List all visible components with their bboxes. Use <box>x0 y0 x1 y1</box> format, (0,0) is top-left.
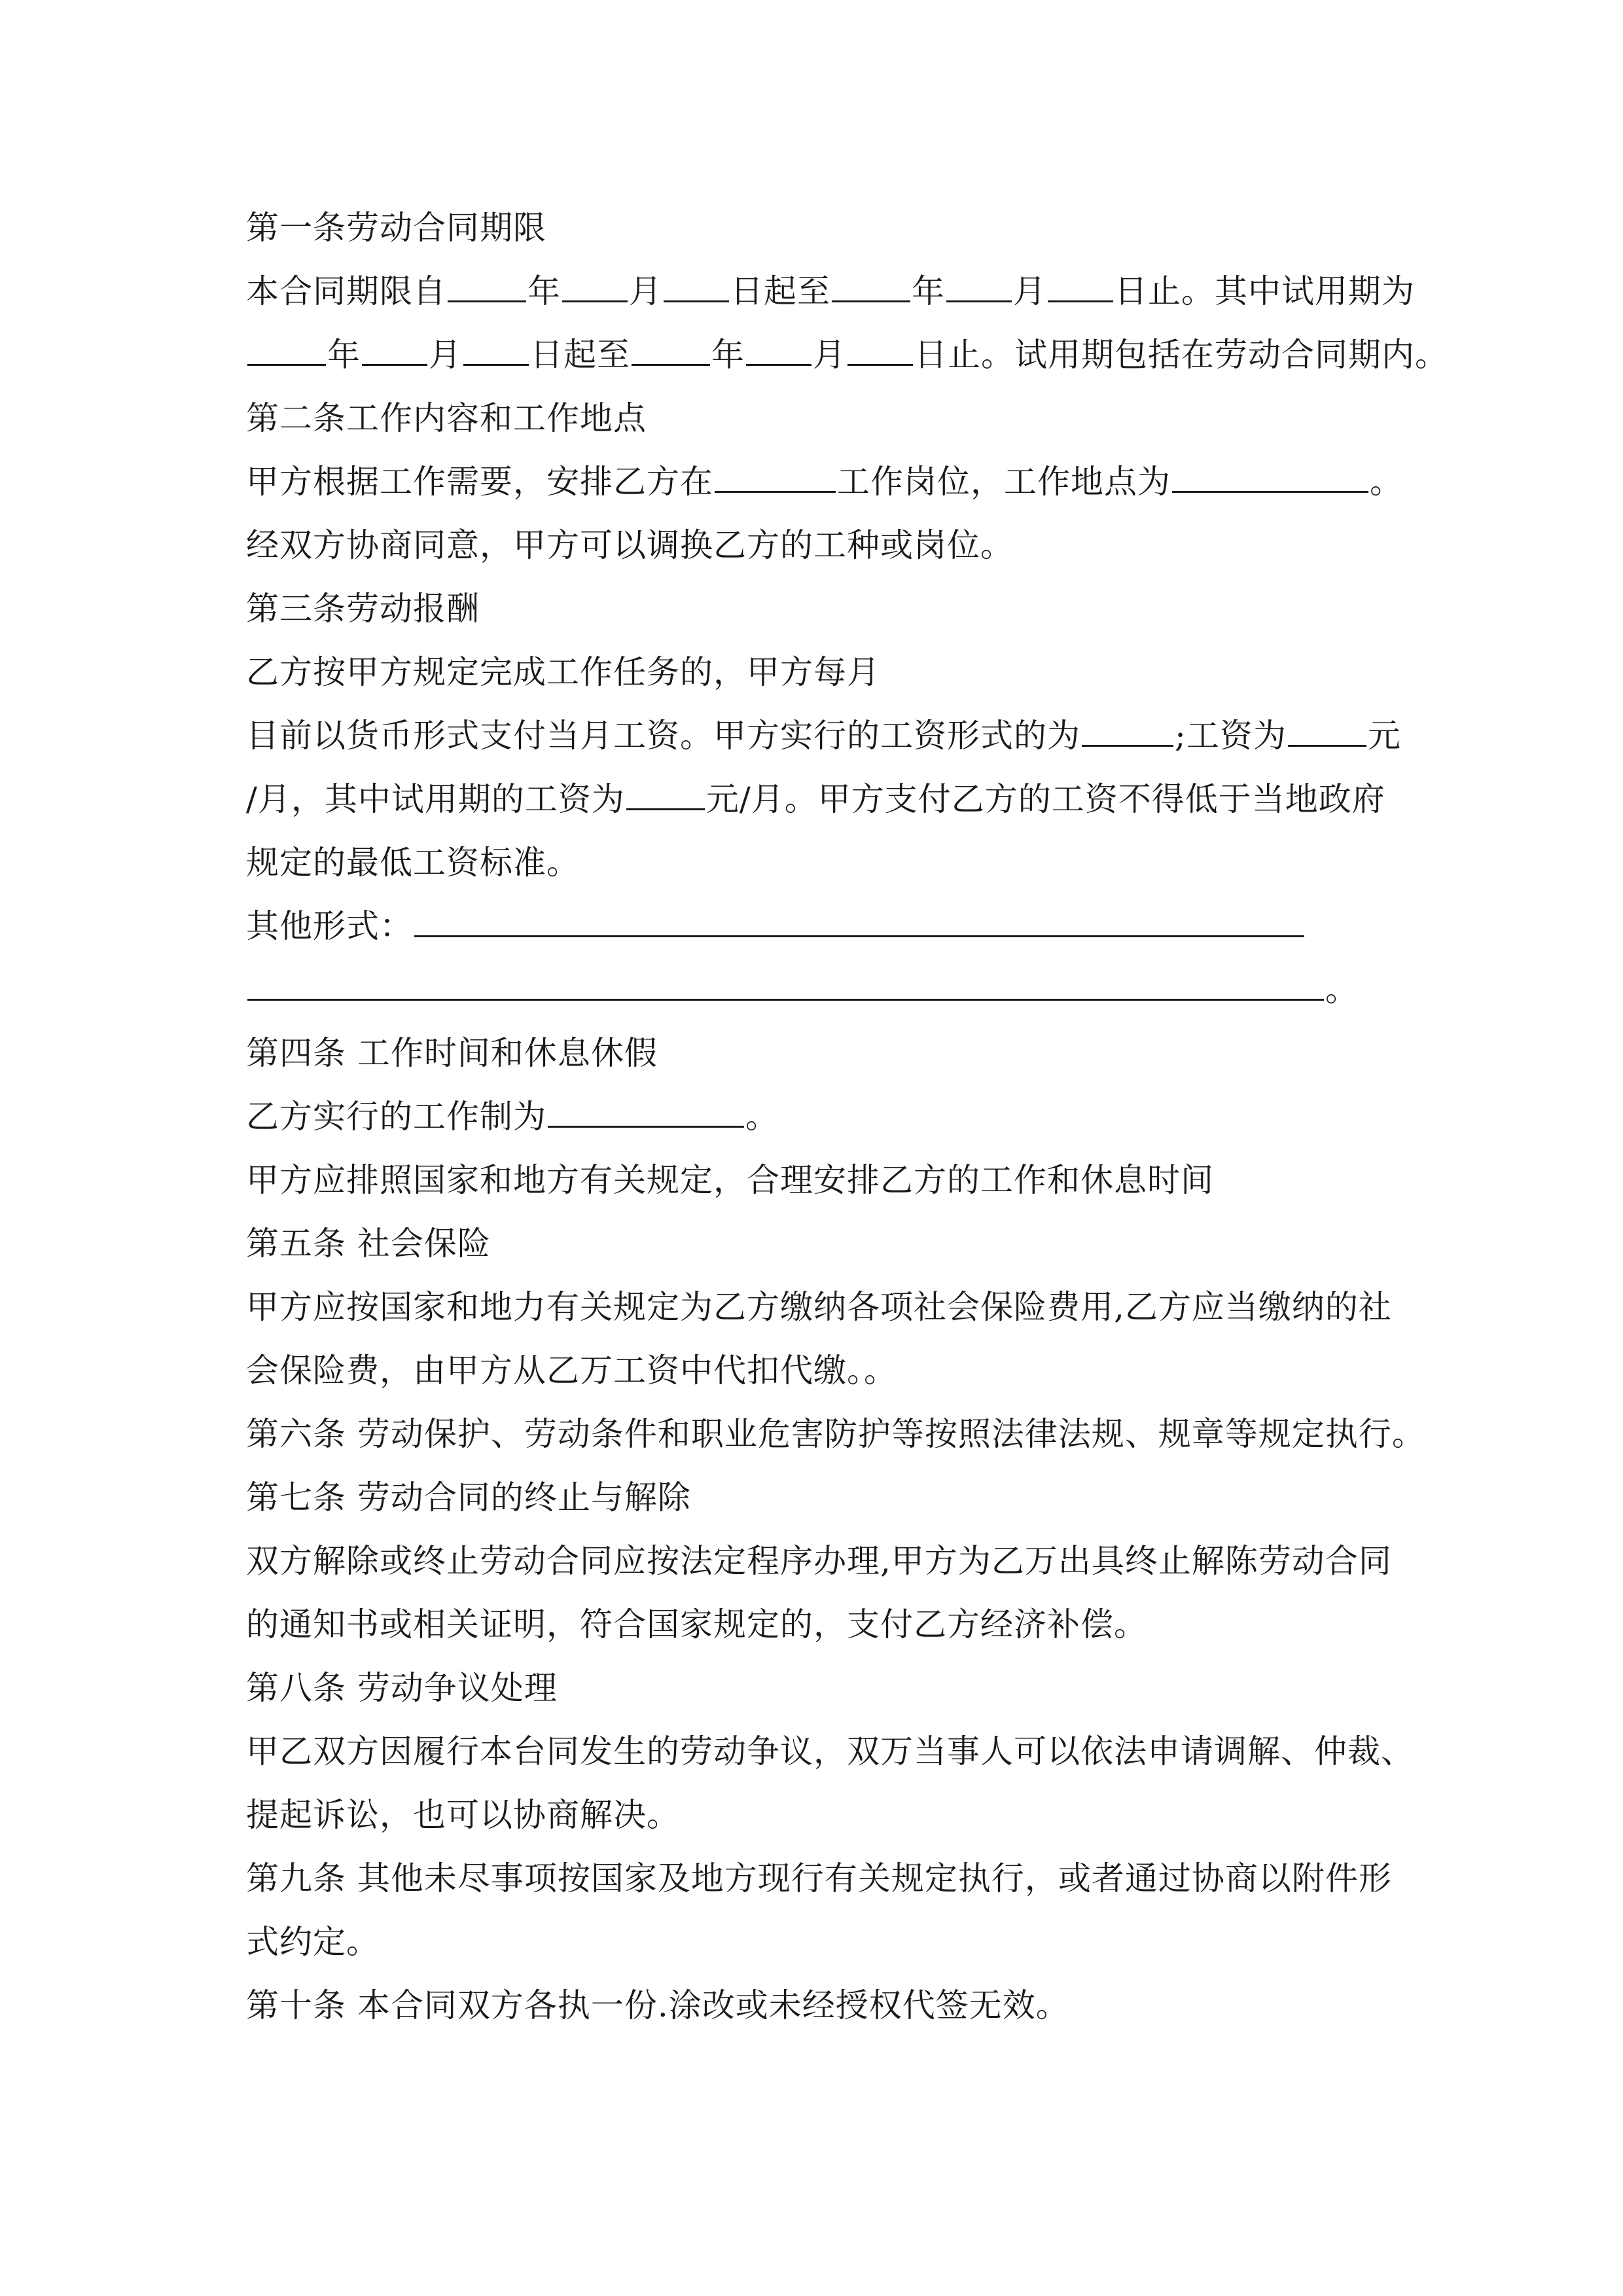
term-text: 日止。其中试用期为 <box>1115 272 1415 310</box>
article-8-line-1: 甲乙双方因履行本台同发生的劳动争议，双万当事人可以依法申请调解、仲裁、 <box>246 1732 1414 1770</box>
end-day-blank[interactable] <box>1048 274 1113 302</box>
article-1-term-line <box>246 260 1415 323</box>
article-6: 第六条 劳动保护、劳动条件和职业危害防护等按照法律法规、规章等规定执行。 <box>246 1415 1425 1453</box>
probation-end-day-blank[interactable] <box>847 338 913 366</box>
article-2-adjust-line: 经双方协商同意，甲方可以调换乙方的工种或岗位。 <box>246 526 1014 564</box>
article-3-line-1: 乙方按甲方规定完成工作任务的，甲方每月 <box>246 653 880 691</box>
other-form-blank-2[interactable] <box>247 973 1324 1001</box>
wage-text: 元 <box>1367 717 1401 755</box>
article-3-other-form-continued <box>246 958 1411 1022</box>
wage-amount-blank[interactable] <box>1288 719 1366 747</box>
article-1-title: 第一条劳动合同期限 <box>246 209 546 247</box>
start-day-blank[interactable] <box>664 274 729 302</box>
probation-text: 月 <box>429 336 462 374</box>
probation-wage-blank[interactable] <box>626 782 705 810</box>
probation-end-month-blank[interactable] <box>746 338 812 366</box>
article-3-probation-wage-line <box>246 768 1411 831</box>
position-blank[interactable] <box>715 465 836 493</box>
article-1-probation-line <box>246 323 1448 387</box>
start-month-blank[interactable] <box>562 274 628 302</box>
article-3-title: 第三条劳动报酬 <box>246 590 480 628</box>
work-system-blank[interactable] <box>548 1100 744 1128</box>
article-5-line-1: 甲方应按国家和地力有关规定为乙方缴纳各项社会保险费用,乙方应当缴纳的社 <box>246 1288 1392 1326</box>
term-text: 日起至 <box>730 272 830 310</box>
workhours-text: 乙方实行的工作制为 <box>246 1098 546 1136</box>
article-10: 第十条 本合同双方各执一份.涂改或未经授权代签无效。 <box>246 1986 1069 2024</box>
probation-start-year-blank[interactable] <box>247 338 326 366</box>
probation-text: 月 <box>813 336 846 374</box>
other-form-end: 。 <box>1325 971 1359 1009</box>
article-2-position-line <box>246 450 1411 514</box>
wage-form-blank[interactable] <box>1082 719 1173 747</box>
article-2-title: 第二条工作内容和工作地点 <box>246 399 647 437</box>
wage-text: 目前以货币形式支付当月工资。甲方实行的工资形式的为 <box>246 717 1080 755</box>
probation-start-day-blank[interactable] <box>463 338 529 366</box>
term-text: 年 <box>912 272 945 310</box>
article-3-other-form-line <box>246 895 1411 958</box>
article-9-line-1: 第九条 其他未尽事项按国家及地方现行有关规定执行，或者通过协商以附件形 <box>246 1859 1392 1897</box>
term-text: 月 <box>1013 272 1046 310</box>
article-7-line-1: 双方解除或终止劳动合同应按法定程序办理,甲方为乙万出具终止解陈劳动合同 <box>246 1542 1392 1580</box>
wage-text: ;工资为 <box>1175 717 1287 755</box>
position-text: 甲方根据工作需要，安排乙方在 <box>246 463 713 501</box>
article-5-line-2: 会保险费，由甲方从乙万工资中代扣代缴。。 <box>246 1352 897 1390</box>
article-4-rest-line: 甲方应排照国家和地方有关规定，合理安排乙方的工作和休息时间 <box>246 1161 1214 1199</box>
article-4-title: 第四条 工作时间和休息休假 <box>246 1034 658 1072</box>
probation-text: 年 <box>711 336 745 374</box>
article-4-workhours-line <box>246 1085 1411 1149</box>
probation-text: 年 <box>327 336 361 374</box>
contract-page <box>246 196 1448 2037</box>
article-3-min-wage-line: 规定的最低工资标准。 <box>246 844 580 882</box>
probation-start-month-blank[interactable] <box>362 338 427 366</box>
probation-text: 日止。试用期包括在劳动合同期内。 <box>914 336 1448 374</box>
other-form-label: 其他形式： <box>246 907 413 945</box>
probation-wage-text: 元/月。甲方支付乙方的工资不得低于当地政府 <box>705 780 1385 818</box>
position-text: 工作岗位，工作地点为 <box>837 463 1171 501</box>
article-7-title: 第七条 劳动合同的终止与解除 <box>246 1479 691 1516</box>
article-7-line-2: 的通知书或相关证明，符合国家规定的，支付乙方经济补偿。 <box>246 1605 1147 1643</box>
probation-end-year-blank[interactable] <box>632 338 710 366</box>
term-text: 年 <box>527 272 561 310</box>
start-year-blank[interactable] <box>448 274 526 302</box>
probation-text: 日起至 <box>530 336 630 374</box>
work-location-blank[interactable] <box>1172 465 1368 493</box>
article-8-title: 第八条 劳动争议处理 <box>246 1669 558 1707</box>
article-9-line-2: 式约定。 <box>246 1923 380 1961</box>
article-8-line-2: 提起诉讼，也可以协商解决。 <box>246 1796 680 1834</box>
article-3-wage-line <box>246 704 1411 768</box>
end-year-blank[interactable] <box>832 274 910 302</box>
term-text: 月 <box>629 272 662 310</box>
position-text: 。 <box>1370 463 1403 501</box>
term-text: 本合同期限自 <box>246 272 446 310</box>
other-form-blank[interactable] <box>414 909 1304 937</box>
probation-wage-text: /月，其中试用期的工资为 <box>246 780 625 818</box>
workhours-text: 。 <box>745 1098 779 1136</box>
article-5-title: 第五条 社会保险 <box>246 1225 491 1263</box>
end-month-blank[interactable] <box>946 274 1012 302</box>
